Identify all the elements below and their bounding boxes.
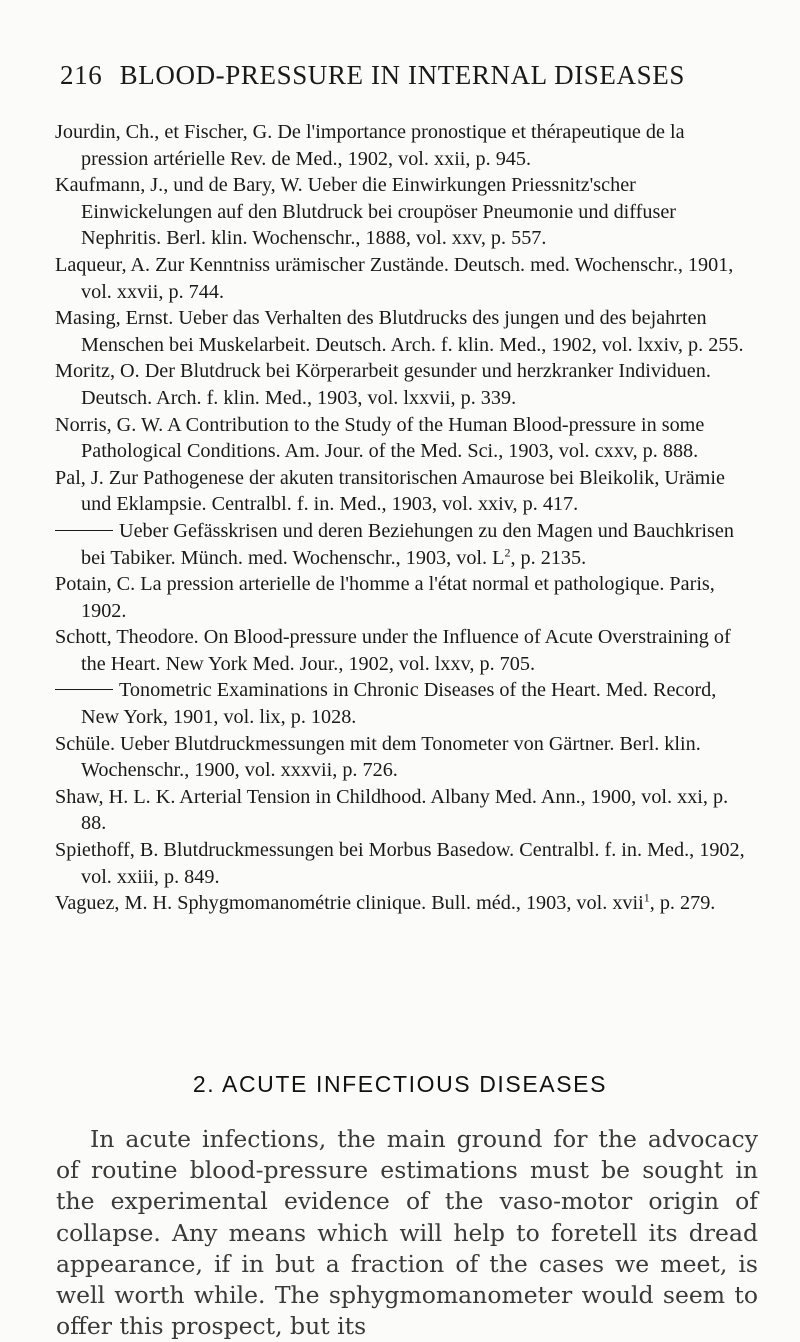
reference-item: Norris, G. W. A Contribution to the Study of the Human Blood-pressure in some Pathological Conditions. Am. Jour. of the Med. Sci., 1903, vol. cxxv, p. 888. <box>55 413 705 463</box>
reference-item: Masing, Ernst. Ueber das Verhalten des Blutdrucks des jungen und des bejahrten Menschen bei Muskelarbeit. Deutsch. Arch. f. klin. Med., 1902, vol. lxxiv, p. 255. <box>55 307 744 356</box>
reference-item: Vaguez, M. H. Sphygmomanométrie clinique. Bull. méd., 1903, vol. xvii$^1$, p. 279. <box>55 890 716 915</box>
ditto-rule <box>55 689 113 690</box>
reference-list <box>55 119 755 917</box>
ditto-rule <box>55 530 113 531</box>
running-head-title: BLOOD-PRESSURE IN INTERNAL DISEASES <box>119 60 685 90</box>
reference-item: Moritz, O. Der Blutdruck bei Körperarbeit gesunder und herzkranker Individuen. Deutsch. Arch. f. klin. Med., 1903, vol. lxxvii, p. 339. <box>55 360 711 409</box>
body-paragraph: In acute infections, the main ground for the advocacy of routine blood-pressure estimations must be sought in the experimental evidence of the vaso-motor origin of collapse. Any means which will help to foretell its dread appearance, if in but a fraction of the cases we meet, is well worth while. The sphygmomanometer would seem to offer this prospect, but its <box>56 1125 758 1341</box>
running-header <box>60 60 685 91</box>
reference-item: Schüle. Ueber Blutdruckmessungen mit dem Tonometer von Gärtner. Berl. klin. Wochenschr., 1900, vol. xxxvii, p. 726. <box>55 732 701 782</box>
reference-item: Potain, C. La pression arterielle de l'homme a l'état normal et pathologique. Paris, 1902. <box>55 573 715 622</box>
reference-item: Jourdin, Ch., et Fischer, G. De l'importance pronostique et thérapeutique de la pression artérielle Rev. de Med., 1902, vol. xxii, p. 945. <box>55 121 685 170</box>
page-number: 216 <box>60 60 103 90</box>
reference-item: Ueber Gefässkrisen und deren Beziehungen zu den Magen und Bauchkrisen bei Tabiker. Münch. med. Wochenschr., 1903, vol. $L^2$, p. 2135. <box>55 518 755 571</box>
section-heading: 2. ACUTE INFECTIOUS DISEASES <box>192 1071 608 1097</box>
reference-item: Tonometric Examinations in Chronic Diseases of the Heart. Med. Record, New York, 1901, vol. lix, p. 1028. <box>55 677 755 730</box>
reference-item: Spiethoff, B. Blutdruckmessungen bei Morbus Basedow. Centralbl. f. in. Med., 1902, vol. xxiii, p. 849. <box>55 839 745 888</box>
reference-item: Schott, Theodore. On Blood-pressure under the Influence of Acute Overstraining of the Heart. New York Med. Jour., 1902, vol. lxxv, p. 705. <box>55 626 731 675</box>
reference-item: Shaw, H. L. K. Arterial Tension in Childhood. Albany Med. Ann., 1900, vol. xxi, p. 88. <box>55 785 729 835</box>
reference-item: Pal, J. Zur Pathogenese der akuten transitorischen Amaurose bei Bleikolik, Urämie und Eklampsie. Centralbl. f. in. Med., 1903, vol. xxiv, p. 417. <box>55 466 725 516</box>
reference-item: Kaufmann, J., und de Bary, W. Ueber die Einwirkungen Priessnitz'scher Einwickelungen auf den Blutdruck bei croupöser Pneumonie und diffuser Nephritis. Berl. klin. Wochenschr., 1888, vol. xxv, p. 557. <box>55 174 677 250</box>
reference-item: Laqueur, A. Zur Kenntniss urämischer Zustände. Deutsch. med. Wochenschr., 1901, vol. xxvii, p. 744. <box>55 253 734 303</box>
